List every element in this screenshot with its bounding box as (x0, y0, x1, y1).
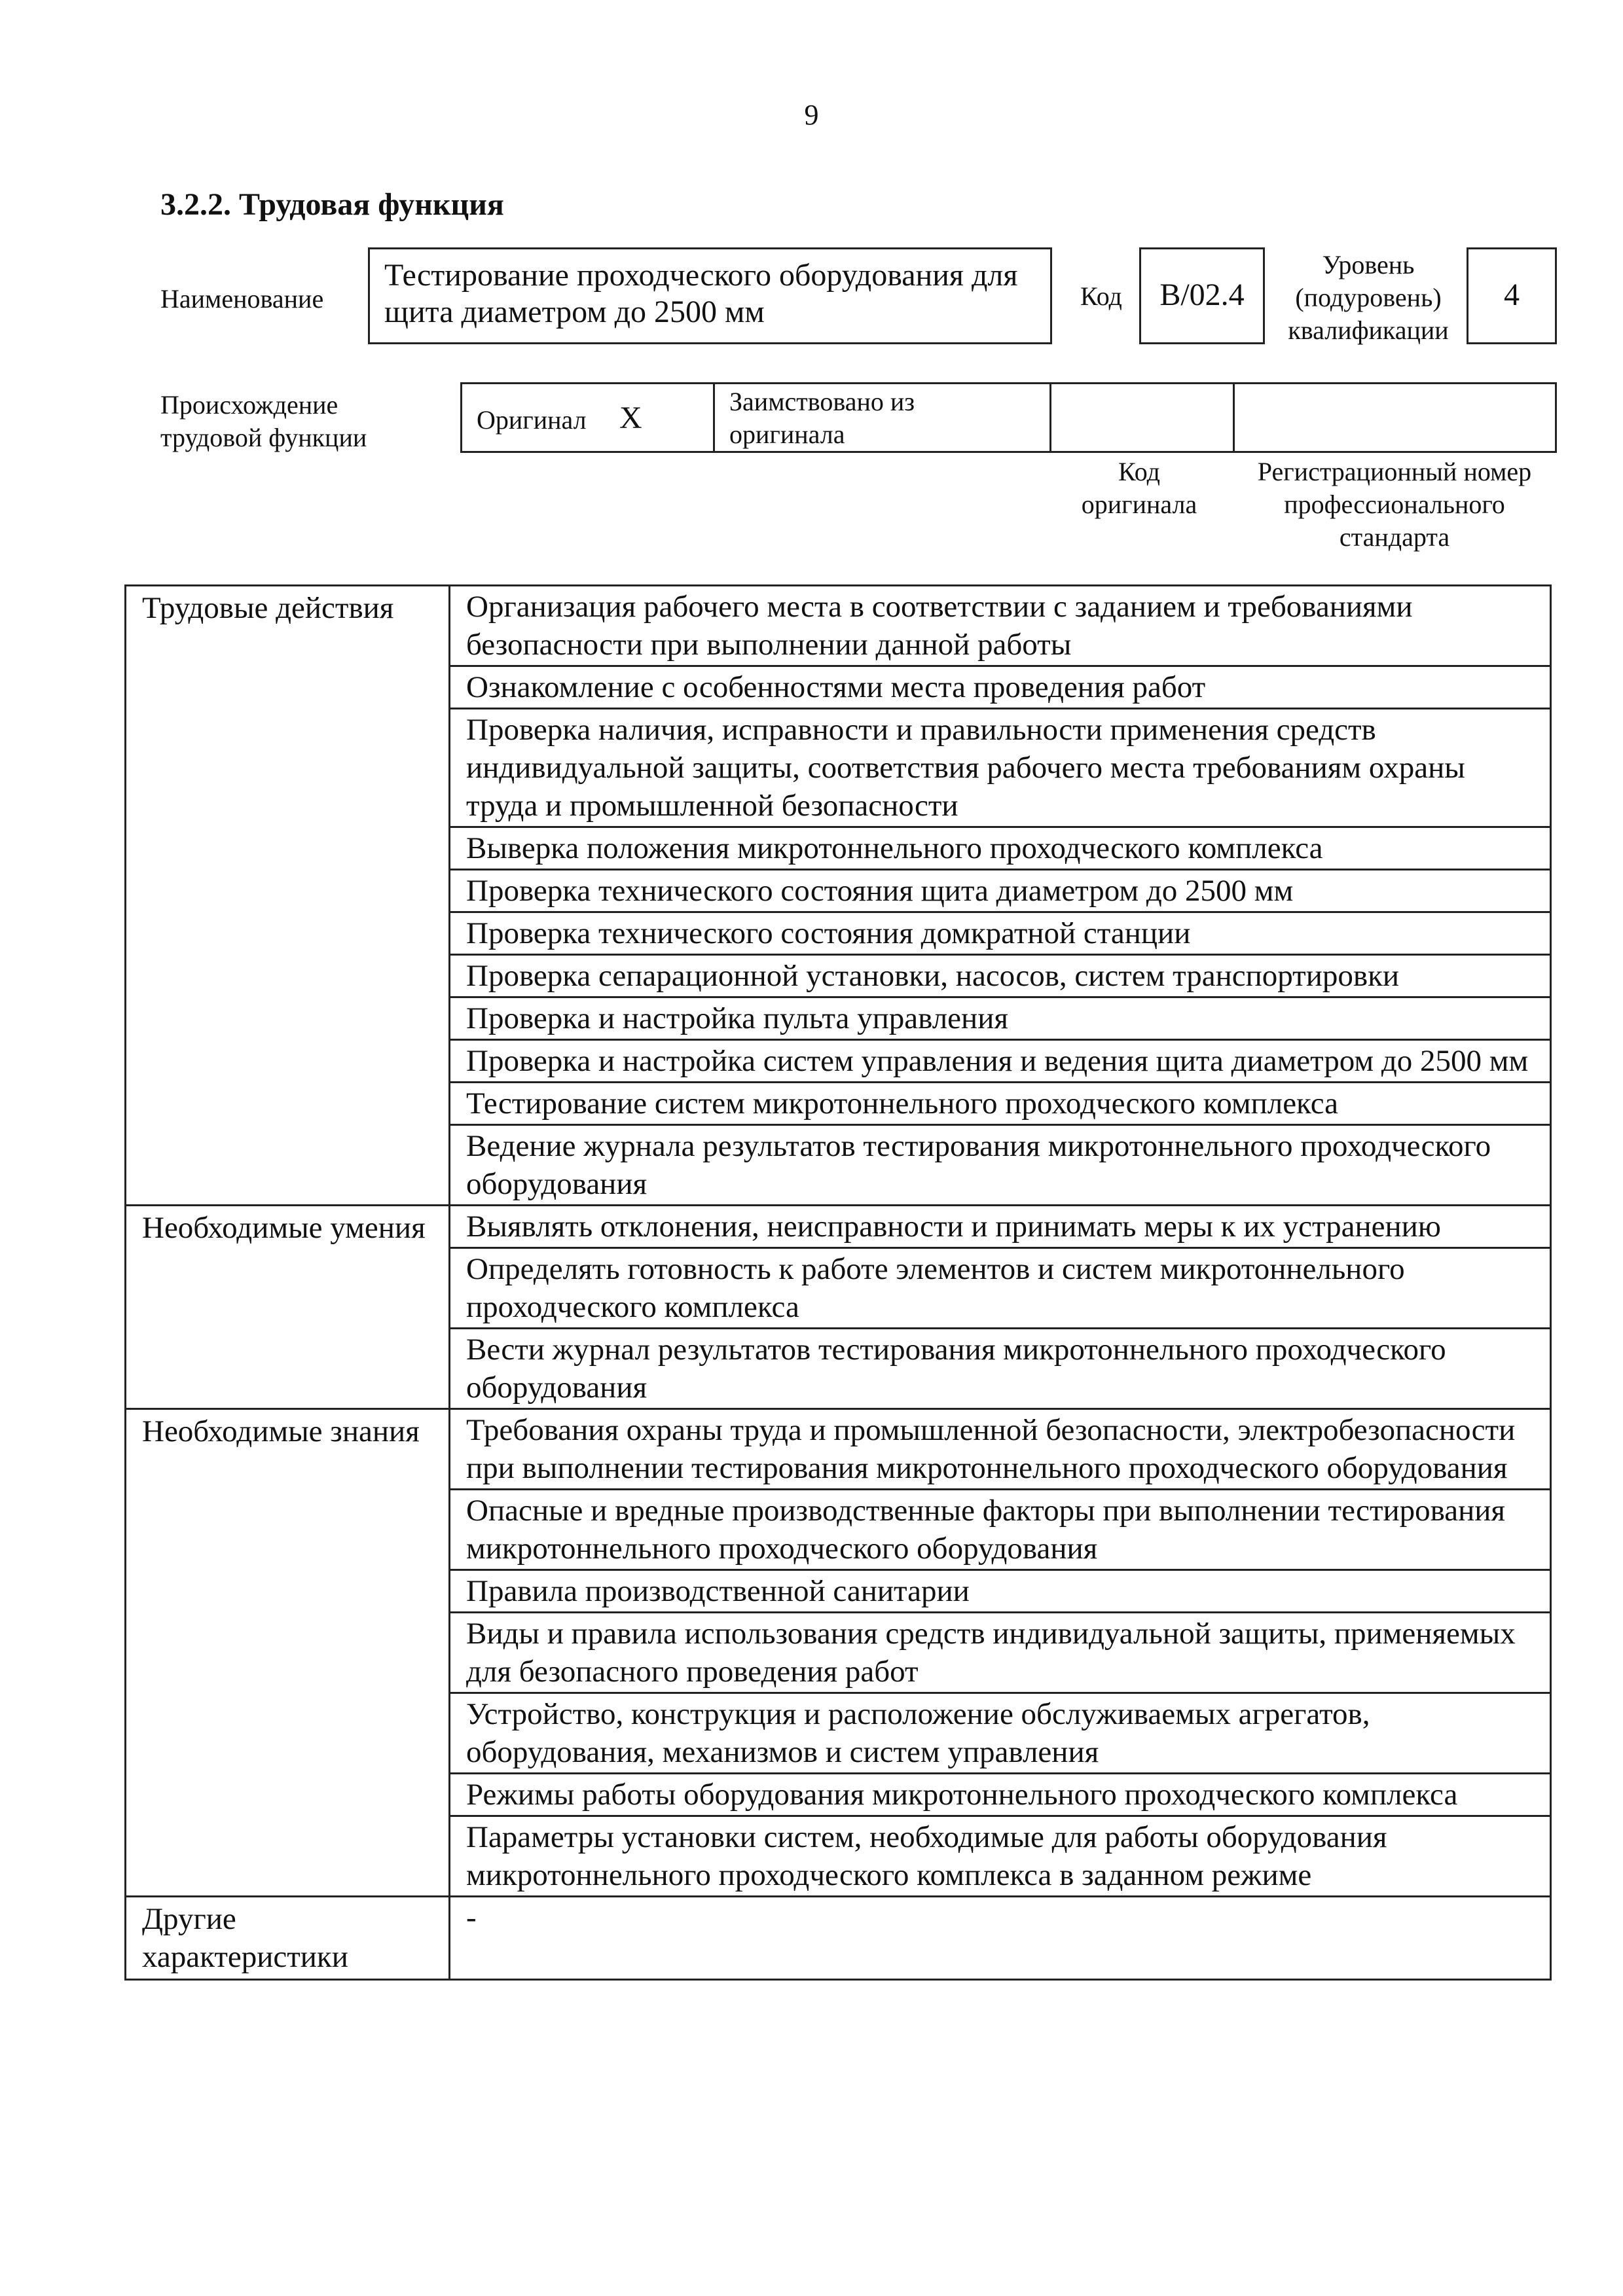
list-item: Выявлять отклонения, неисправности и принимать меры к их устранению (450, 1206, 1551, 1248)
list-item: Проверка сепарационной установки, насосов, систем транспортировки (450, 955, 1551, 997)
section-title: 3.2.2. Трудовая функция (160, 187, 504, 222)
list-item: Ознакомление с особенностями места проведения работ (450, 666, 1551, 709)
list-item: Организация рабочего места в соответствии с заданием и требованиями безопасности при выполнении данной работы (450, 586, 1551, 666)
name-box (368, 247, 1052, 344)
list-item: Ведение журнала результатов тестирования микротоннельного проходческого оборудования (450, 1125, 1551, 1206)
code-original-caption: Код оригинала (1081, 457, 1197, 519)
origin-label: Происхождение трудовой функции (160, 390, 367, 452)
name-label: Наименование (160, 284, 324, 314)
list-item: - (450, 1897, 1551, 1980)
origin-divider (1049, 384, 1051, 451)
origin-box (460, 382, 1557, 453)
code-box (1139, 247, 1265, 344)
name-value: Тестирование проходческого оборудования для щита диаметром до 2500 мм (384, 258, 1018, 329)
function-table (124, 584, 1552, 1981)
borrowed-label: Заимствовано из оригинала (729, 387, 915, 449)
regnum-caption: Регистрационный номер профессионального стандарта (1257, 457, 1532, 552)
list-item: Определять готовность к работе элементов и систем микротоннельного проходческого комплекса (450, 1248, 1551, 1329)
list-item: Требования охраны труда и промышленной безопасности, электробезопасности при выполнении тестирования микротоннельного проходческого оборудования (450, 1409, 1551, 1490)
list-item: Виды и правила использования средств индивидуальной защиты, применяемых для безопасного проведения работ (450, 1613, 1551, 1693)
list-item: Проверка наличия, исправности и правильности применения средств индивидуальной защиты, соответствия рабочего места требованиям охраны труда и промышленной безопасности (450, 709, 1551, 827)
table-row (126, 586, 1551, 666)
original-label: Оригинал (477, 405, 587, 435)
code-label: Код (1080, 281, 1122, 311)
origin-divider (713, 384, 715, 451)
list-item: Режимы работы оборудования микротоннельного проходческого комплекса (450, 1774, 1551, 1816)
section-title-skills: Необходимые умения (126, 1206, 450, 1409)
section-title-knowledge: Необходимые знания (126, 1409, 450, 1897)
table-row (126, 1897, 1551, 1980)
list-item: Правила производственной санитарии (450, 1570, 1551, 1613)
level-label: Уровень (подуровень) квалификации (1288, 250, 1449, 345)
list-item: Выверка положения микротоннельного проходческого комплекса (450, 827, 1551, 870)
list-item: Устройство, конструкция и расположение обслуживаемых агрегатов, оборудования, механизмов и систем управления (450, 1693, 1551, 1774)
level-value: 4 (1504, 278, 1520, 312)
original-mark: X (619, 401, 642, 435)
list-item: Вести журнал результатов тестирования микротоннельного проходческого оборудования (450, 1329, 1551, 1409)
page-number: 9 (804, 99, 819, 131)
origin-divider (1233, 384, 1235, 451)
code-value: B/02.4 (1159, 278, 1245, 312)
list-item: Проверка технического состояния домкратной станции (450, 912, 1551, 955)
table-row (126, 1409, 1551, 1490)
section-title-other: Другие характеристики (126, 1897, 450, 1980)
table-row (126, 1206, 1551, 1248)
list-item: Проверка технического состояния щита диаметром до 2500 мм (450, 870, 1551, 912)
level-box (1467, 247, 1557, 344)
section-title-actions: Трудовые действия (126, 586, 450, 1206)
list-item: Проверка и настройка систем управления и ведения щита диаметром до 2500 мм (450, 1040, 1551, 1083)
list-item: Параметры установки систем, необходимые для работы оборудования микротоннельного проходческого комплекса в заданном режиме (450, 1816, 1551, 1897)
list-item: Проверка и настройка пульта управления (450, 997, 1551, 1040)
list-item: Тестирование систем микротоннельного проходческого комплекса (450, 1083, 1551, 1125)
list-item: Опасные и вредные производственные факторы при выполнении тестирования микротоннельного проходческого оборудования (450, 1490, 1551, 1570)
